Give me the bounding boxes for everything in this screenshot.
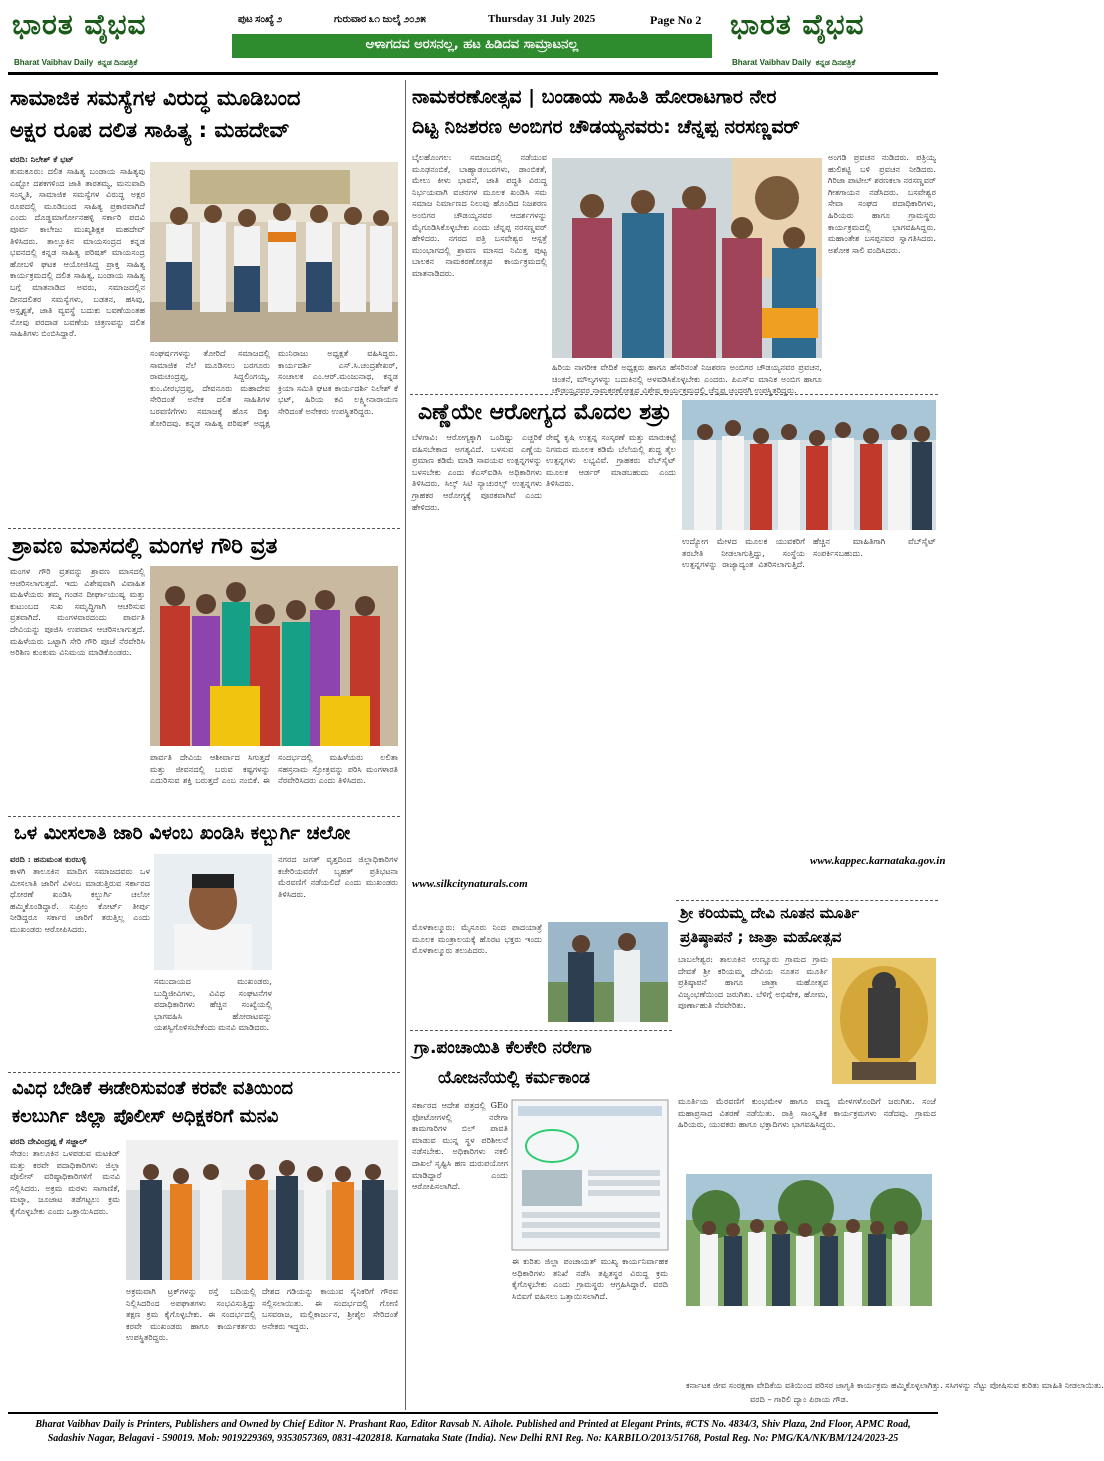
- headline: ಸಾಮಾಜಿಕ ಸಮಸ್ಯೆಗಳ ವಿರುದ್ಧ ಮೂಡಿಬಂದ: [10, 86, 301, 110]
- article-body-right: ಈ ಕುರಿತು ಜಿಲ್ಲಾ ಪಂಚಾಯತ್ ಮುಖ್ಯ ಕಾರ್ಯನಿರ್ವಾಹಕ ಅಧಿಕಾರಿಗಳು ತನಿಖೆ ನಡೆಸಿ ತಪ್ಪಿತಸ್ಥರ ವಿರುದ್ಧ ಕ್ರಮ ಕೈಗೊಳ್ಳಬೇಕು ಎಂದು ಗ್ರಾಮಸ್ಥರು ಆಗ್ರಹಿಸಿದ್ದಾರೆ. ವರದಿ ಸಿಬಿಐಗೆ ವಹಿಸಲು ಒತ್ತಾಯಿಸಲಾಗಿದೆ.: [512, 1256, 668, 1301]
- headline-line-2: ಅಕ್ಷರ ರೂಪ ದಲಿತ ಸಾಹಿತ್ಯ : ಮಹದೇವ್: [10, 118, 290, 142]
- goddess-idol-photo: [832, 958, 936, 1084]
- group-outdoor-photo: [686, 1174, 932, 1306]
- date-kannada: ಗುರುವಾರ ೩೧ ಜುಲೈ ೨೦೨೫: [334, 14, 426, 25]
- kariyamma-bottom-text: ಕರ್ನಾಟಕ ಜೀವ ಸಂರಕ್ಷಣಾ ವೇದಿಕೆಯ ವತಿಯಿಂದ ಪರಿಸರ ಜಾಗೃತಿ ಕಾರ್ಯಕ್ರಮ ಹಮ್ಮಿಕೊಳ್ಳಲಾಗಿತ್ತು. ಸಸಿಗಳನ್ನು ನೆಟ್ಟು ಪೋಷಿಸುವ ಕುರಿತು ಮಾಹಿತಿ ನೀಡಲಾಯಿತು.: [686, 1380, 1104, 1390]
- pilgrims-photo: [548, 922, 668, 1022]
- nrega-screenshot: [512, 1100, 668, 1250]
- page-number: Page No 2: [650, 13, 702, 27]
- headline-line-2: ಕಲಬುರ್ಗಿ ಜಿಲ್ಲಾ ಪೊಲೀಸ್ ಅಧಿಕ್ಷಕರಿಗೆ ಮನವಿ: [12, 1106, 279, 1127]
- logo-right: ಭಾರತ ವೈಭವ: [730, 8, 865, 41]
- team-photo-oil: [682, 400, 936, 530]
- byline: ವರದಿ : ಹನುಮಂತ ಕುರಬಳ್ಳಿ: [10, 854, 87, 864]
- headline: ವಿವಿಧ ಬೇಡಿಕೆ ಈಡೇರಿಸುವಂತೆ ಕರವೇ ವತಿಯಿಂದ: [12, 1078, 293, 1099]
- headline: ಎಣ್ಣೆಯೇ ಆರೋಗ್ಯದ ಮೊದಲ ಶತ್ರು: [418, 400, 671, 425]
- masthead: [0, 0, 945, 78]
- column-divider: [405, 80, 406, 1410]
- article-body-left: ಸೇಡಂ: ತಾಲೂಕಿನ ಒಳಪಡುವ ಮಟಕಿಡ್ ಮತ್ತು ಕರವೇ ಪದಾಧಿಕಾರಿಗಳು ಜಿಲ್ಲಾ ಪೊಲೀಸ್ ವರಿಷ್ಠಾಧಿಕಾರಿಗಳಿಗೆ ಮನವಿ ಸಲ್ಲಿಸಿದರು. ಅಕ್ರಮ ಮರಳು ಸಾಗಾಣಿಕೆ, ಮಟ್ಕಾ, ಜೂಜಾಟ ತಡೆಗಟ್ಟಲು ಕ್ರಮ ಕೈಗೊಳ್ಳಬೇಕು ಎಂದು ಒತ್ತಾಯಿಸಿದರು.: [10, 1148, 120, 1216]
- article-body-right: ಅಂಗಡಿ ಪ್ರವಚನ ನುಡಿದರು. ಪತ್ರಿಯ್ಯ ಹುಲಿಕಟ್ಟಿ ಬಳಿ ಪ್ರವಚನ ನೀಡಿದರು. ಗಿರಿಜಾ ಪಾಟೀಲ್ ಶರಣಕಲಾ ನರಸಣ್ಣವರ್ ಗೀತಗಾಯನ ನಡೆಸಿದರು. ಬಸವೇಶ್ವರ ಸೇವಾ ಸಂಘದ ಪದಾಧಿಕಾರಿಗಳು, ಹಿರಿಯರು ಹಾಗೂ ಗ್ರಾಮಸ್ಥರು ಕಾರ್ಯಕ್ರಮದಲ್ಲಿ ಭಾಗವಹಿಸಿದ್ದರು. ಮಹಾಂತೇಶ ಬಸಪ್ಪನವರ ಸ್ವಾಗತಿಸಿದರು. ಅಶೋಕ ಸಾಲಿ ವಂದಿಸಿದರು.: [828, 152, 936, 255]
- article-body-mid: ಹಿರಿಯ ನಾಗರೀಕ ವೇದಿಕೆ ಅಧ್ಯಕ್ಷರು ಹಾಗೂ ಹೆಸರಿನಂತೆ ನಿಜಶರಣ ಅಂಬಿಗರ ಚೌಡಯ್ಯನವರ ಪ್ರವಚನ, ಚಿಂತನೆ, ಮೌಲ್ಯಗಳನ್ನು ಬದುಕಿನಲ್ಲಿ ಅಳವಡಿಸಿಕೊಳ್ಳಬೇಕು ಎಂದರು. ಪಿಎಸ್ಐ ಮಾನಿಕ ಅಂಬಿಗ ಹಾಗೂ ಚೌಡಯ್ಯನವರ ನಾಮಕರಣೋತ್ಸವ ವಿಶೇಷ ಕಾರ್ಯಕ್ರಮದಲ್ಲಿ ಚೆನ್ನಪ್ಪ ಚಂದರಗಿ ಉಪಸ್ಥಿತರಿದ್ದರು.: [552, 362, 822, 396]
- byline: ವರದಿ: ನಿಲೇಶ್ ಕೆ ಭಟ್: [10, 154, 74, 164]
- article-dalit-literature: [8, 82, 400, 522]
- logo-right-sub: Bharat Vaibhav Daily ಕನ್ನಡ ದಿನಪತ್ರಿಕೆ: [732, 58, 856, 67]
- separator: [8, 816, 400, 817]
- article-karave-memorandum: [8, 1076, 400, 1406]
- logo-left: ಭಾರತ ವೈಭವ: [12, 8, 147, 41]
- website-link-silkcity[interactable]: www.silkcitynaturals.com: [412, 878, 528, 890]
- headline: ಶ್ರೀ ಕರಿಯಮ್ಮ ದೇವಿ ನೂತನ ಮೂರ್ತಿ: [680, 904, 860, 922]
- article-body-right: ಪಾರ್ವತಿ ದೇವಿಯ ಆಶೀರ್ವಾದ ಸಿಗುತ್ತದೆ ಮತ್ತು ಜೀವನದಲ್ಲಿ ಬರುವ ಕಷ್ಟಗಳನ್ನು ಎದುರಿಸುವ ಶಕ್ತಿ ಬರುತ್ತದೆ ಎಂಬ ನಂಬಿಕೆ. ಈ ಸಂದರ್ಭದಲ್ಲಿ ಮಹಿಳೆಯರು ಲಲಿತಾ ಸಹಸ್ರನಾಮ ಸ್ತೋತ್ರವನ್ನು ಪಠಿಸಿ ಮಂಗಳಾರತಿ ನೆರವೇರಿಸಿದರು ಎಂದು ತಿಳಿಸಿದರು.: [150, 752, 398, 786]
- article-body-left: ಬೆಳಗಾವಿ: ಆರೋಗ್ಯಕ್ಕಾಗಿ ಒಂದಿಷ್ಟು ಎಚ್ಚರಿಕೆ ವಹಿಸಬೇಕಾದ ಅಗತ್ಯವಿದೆ. ಬಳಸುವ ಎಣ್ಣೆಯ ಪ್ರಮಾಣ ಕಡಿಮೆ ಮಾಡಿ ಸಾವಯವ ಉತ್ಪನ್ನಗಳನ್ನು ಬಳಸಬೇಕು ಎಂದು ಕೆಎಸ್‌ಐಡಿಸಿ ಅಧಿಕಾರಿಗಳು ತಿಳಿಸಿದರು. ಸಿಲ್ಕ್ ಸಿಟಿ ನ್ಯಾಚುರಲ್ಸ್ ಉತ್ಪನ್ನಗಳು ಗ್ರಾಹಕರ ಆರೋಗ್ಯಕ್ಕೆ ಪೂರಕವಾಗಿವೆ ಎಂದು ಹೇಳಿದರು.: [412, 432, 542, 512]
- oil-article-continued: ಮೊಳಕಾಲ್ಮೂರು: ಮೈಸೂರು ನಿಂದ ಪಾದಯಾತ್ರೆ ಮೂಲಕ ಮಂತ್ರಾಲಯಕ್ಕೆ ಹೊರಟ ಭಕ್ತರು ಇಂದು ಮೊಳಕಾಲ್ಮೂರು ತಲುಪಿದರು.: [412, 922, 542, 956]
- report-credit: ವರದಿ – ಗಾರಿಲಿ ದ್ಯಾಂ ಪಿರಾಯ ಗೌಡ.: [750, 1394, 849, 1404]
- article-body-left: ತುಮಕೂರು: ದಲಿತ ಸಾಹಿತ್ಯ ಬಂಡಾಯ ಸಾಹಿತ್ಯವು ಎಷ್ಟೋ ದಶಕಗಳಿಂದ ಜಾತಿ ತಾರತಮ್ಯ, ಮನುವಾದಿ ಸಂಸ್ಕೃತಿ, ಸಾಮಾಜಿಕ ಸಮಸ್ಯೆಗಳ ವಿರುದ್ಧ ಅಕ್ಷರ ರೂಪದಲ್ಲಿ ಮೂಡಿಬಂದ ಸಾಹಿತ್ಯ ಪ್ರಕಾರವಾಗಿದೆ ಎಂದು ದೊಡ್ಡಮಾರ್ಗೋನಹಳ್ಳಿ ಸರ್ಕಾರಿ ಪದವಿ ಪೂರ್ವ ಕಾಲೇಜು ಮುಖ್ಯಶಿಕ್ಷಕ ಮಹದೇವ್ ತಿಳಿಸಿದರು. ತಾಲ್ಲೂಕಿನ ಮಾಯಸಂದ್ರದ ಕನ್ನಡ ಭವನದಲ್ಲಿ ಕನ್ನಡ ಸಾಹಿತ್ಯ ಪರಿಷತ್ ಮಾಯಸಂದ್ರ ಹೋಬಳಿ ಘಟಕ ಆಯೋಜಿಸಿದ್ದ ಪ್ರಾಕ್ತ ಸಾಹಿತ್ಯ ಕಾರ್ಯಕ್ರಮದಲ್ಲಿ ದಲಿತ ಸಾಹಿತ್ಯ, ಬಂಡಾಯ ಸಾಹಿತ್ಯ ಬಗ್ಗೆ ಮಾತನಾಡಿದ ಅವರು, ಸಮಾಜದಲ್ಲಿನ ದೀನದಲಿತರ ಸಮಸ್ಯೆಗಳು, ಬಡತನ, ಹಸಿವು, ಅಸ್ಪೃಶ್ಯತೆ, ಜಾತಿ ವ್ಯವಸ್ಥೆ ಬದುಕು ಬವಣೆಯಂತಹ ನೋವು ಪರದಾಡ ಬವಣೆಯ ಚಿತ್ರಣವನ್ನು ದಲಿತ ಸಾಹಿತಿಗಳು ಬಿಂಬಿಸಿದ್ದಾರೆ.: [10, 166, 145, 339]
- masthead-divider: [8, 72, 938, 75]
- separator: [8, 1072, 400, 1073]
- article-body-mid: ಸಂಘರ್ಷಗಳನ್ನು ತೋರಿದೆ ಸಮಾಜದಲ್ಲಿ ಸಾಮಾಜಿಕ ನೆಲೆ ಮೂಡಿಸಲು ಬರಗೂರು ರಾಮಚಂದ್ರಪ್ಪ, ಸಿದ್ದಲಿಂಗಯ್ಯ, ಕುಂ.ವೀರಭದ್ರಪ್ಪ, ದೇವನೂರು ಮಹಾದೇವ ಸೇರಿದಂತೆ ಅನೇಕ ದಲಿತ ಸಾಹಿತಿಗಳ ಬರವಣಿಗೆಗಳು ಸಮಾಜಕ್ಕೆ ಹೊಸ ದಿಕ್ಕು ತೋರಿದವು. ಕನ್ನಡ ಸಾಹಿತ್ಯ ಪರಿಷತ್ ಅಧ್ಯಕ್ಷ ಮುನಿರಾಜು ಅಧ್ಯಕ್ಷತೆ ವಹಿಸಿದ್ದರು. ಕಾರ್ಯದರ್ಶಿ ಎಸ್.ಸಿ.ಚಂದ್ರಶೇಖರ್, ಸಂಚಾಲಕ ಎಂ.ಆರ್.ಮಂಜುನಾಥ, ಕನ್ನಡ ಕ್ರಿಯಾ ಸಮಿತಿ ಘಟಕ ಕಾರ್ಯದರ್ಶಿ ನಿಲೇಶ್ ಕೆ ಭಟ್, ಹಿರಿಯ ಕವಿ ಲಕ್ಷ್ಮೀನಾರಾಯಣ ಸೇರಿದಂತೆ ಅನೇಕರು ಉಪಸ್ಥಿತರಿದ್ದರು.: [150, 348, 398, 428]
- logo-left-sub: Bharat Vaibhav Daily ಕನ್ನಡ ದಿನಪತ್ರಿಕೆ: [14, 58, 138, 67]
- headline: ಗ್ರಾ.ಪಂಚಾಯಿತಿ ಕೆಲಕೇರಿ ನರೇಗಾ: [414, 1038, 592, 1058]
- headline-line-2: ದಿಟ್ಟ ನಿಜಶರಣ ಅಂಬಿಗರ ಚೌಡಯ್ಯನವರು: ಚೆನ್ನಪ್ಪ ನರಸಣ್ಣವರ್: [412, 116, 800, 138]
- headline: ನಾಮಕರಣೋತ್ಸವ | ಬಂಡಾಯ ಸಾಹಿತಿ ಹೋರಾಟಗಾರ ನೇರ: [412, 86, 777, 108]
- imprint-line-2: Sadashiv Nagar, Belagavi - 590019. Mob: 9019229369, 9353057369, 0831-4202818. Karnataka State (India). New Delhi RNI Reg. No: KARBILO/2013/51768, Postal Reg. No: PMG/KA/NK/BM/124/2023-25: [47, 1433, 899, 1444]
- date-english: Thursday 31 July 2025: [488, 13, 596, 25]
- article-body-below: ಮೂರ್ತಿಯ ಮೆರವಣಿಗೆ ಕುಂಭಮೇಳ ಹಾಗೂ ವಾದ್ಯ ಮೇಳಗಳೊಂದಿಗೆ ಜರುಗಿತು. ಸಂಜೆ ಮಹಾಪ್ರಸಾದ ವಿತರಣೆ ನಡೆಯಿತು. ರಾತ್ರಿ ಸಾಂಸ್ಕೃತಿಕ ಕಾರ್ಯಕ್ರಮಗಳು ನಡೆದವು. ಗ್ರಾಮದ ಹಿರಿಯರು, ಯುವಕರು ಹಾಗೂ ಭಕ್ತಾದಿಗಳು ಭಾಗವಹಿಸಿದ್ದರು.: [678, 1096, 936, 1130]
- headline-line-2: ಯೋಜನೆಯಲ್ಲಿ ಕರ್ಮಕಾಂಡ: [438, 1068, 591, 1088]
- separator: [410, 1030, 672, 1031]
- tagline-bar: [232, 34, 712, 58]
- article-body-mid: ರೇಷ್ಮೆ ಕೃಷಿ ಉತ್ಪನ್ನ ಸಂಸ್ಕರಣೆ ಮತ್ತು ಮಾರುಕಟ್ಟೆ ನಿಗಮದ ಮೂಲಕ ಕಡಿಮೆ ಬೆಲೆಯಲ್ಲಿ ಶುದ್ಧ ತೈಲ ಉತ್ಪನ್ನಗಳು ಲಭ್ಯವಿವೆ. ಗ್ರಾಹಕರು ವೆಬ್‌ಸೈಟ್ ಮೂಲಕ ಆರ್ಡರ್ ಮಾಡಬಹುದು ಎಂದು ತಿಳಿಸಿದರು.: [546, 432, 676, 489]
- article-body-right: ಉದ್ಯೋಗ ಮೇಳದ ಮೂಲಕ ಯುವಕರಿಗೆ ತರಬೇತಿ ನೀಡಲಾಗುತ್ತಿದ್ದು, ಸಂಸ್ಥೆಯ ಉತ್ಪನ್ನಗಳನ್ನು ರಾಜ್ಯಾದ್ಯಂತ ವಿತರಿಸಲಾಗುತ್ತಿದೆ. ಹೆಚ್ಚಿನ ಮಾಹಿತಿಗಾಗಿ ವೆಬ್‌ಸೈಟ್ ಸಂಪರ್ಕಿಸಬಹುದು.: [682, 536, 936, 570]
- group-photo-dalit-literature: [150, 162, 398, 342]
- separator: [410, 394, 938, 395]
- separator: [8, 528, 400, 529]
- headline: ಒಳ ಮೀಸಲಾತಿ ಜಾರಿ ವಿಳಂಬ ಖಂಡಿಸಿ ಕಲ್ಬುರ್ಗಿ ಚಲೋ: [14, 822, 351, 844]
- women-group-photo: [150, 566, 398, 746]
- article-body-right: ದೇಶದ ಗಡಿಯನ್ನು ಕಾಯುವ ಸೈನಿಕರಿಗೆ ಗೌರವ ಸಲ್ಲಿಸಲಾಯಿತು. ಈ ಸಂದರ್ಭದಲ್ಲಿ ಗೋಣಿ ಬಸವರಾಜ, ಮಲ್ಲಿಕಾರ್ಜುನ, ಶ್ರೀಶೈಲ ಸೇರಿದಂತೆ ಅನೇಕರು ಇದ್ದರು.: [262, 1286, 398, 1331]
- article-body-left: ಮಂಗಳ ಗೌರಿ ವ್ರತವನ್ನು ಶ್ರಾವಣ ಮಾಸದಲ್ಲಿ ಆಚರಿಸಲಾಗುತ್ತದೆ. ಇದು ವಿಶೇಷವಾಗಿ ವಿವಾಹಿತ ಮಹಿಳೆಯರು ತಮ್ಮ ಗಂಡನ ದೀರ್ಘಾಯುಷ್ಯ ಮತ್ತು ಕುಟುಂಬದ ಸುಖ ಸಮೃದ್ಧಿಗಾಗಿ ಆಚರಿಸುವ ವ್ರತವಾಗಿದೆ. ಮಂಗಳವಾರದಂದು ಪಾರ್ವತಿ ದೇವಿಯನ್ನು ಪೂಜಿಸಿ ಉಪವಾಸ ಆಚರಿಸಲಾಗುತ್ತದೆ. ಮಹಿಳೆಯರು ಒಟ್ಟಾಗಿ ಸೇರಿ ಗೌರಿ ಪೂಜೆ ನೆರವೇರಿಸಿ ಅರಿಶಿಣ ಕುಂಕುಮ ವಿನಿಮಯ ಮಾಡಿಕೊಂಡರು.: [10, 566, 145, 658]
- portrait-photo: [154, 854, 272, 970]
- imprint-line-1: Bharat Vaibhav Daily is Printers, Publishers and Owned by Chief Editor N. Prashant Rao, Editor Ravsab N. Aihole. Published and Printed at Elegant Prints, #CTS No. 4834/3, Shiv Plaza, 2nd Floor, APMC Road,: [35, 1419, 911, 1430]
- article-body-left: ಕಾಳಗಿ ತಾಲೂಕಿನ ಮಾದಿಗ ಸಮಾಜದವರು ಒಳ ಮೀಸಲಾತಿ ಜಾರಿಗೆ ವಿಳಂಬ ಮಾಡುತ್ತಿರುವ ಸರ್ಕಾರದ ಧೋರಣೆ ಖಂಡಿಸಿ ಕಲ್ಬುರ್ಗಿ ಚಲೋ ಹಮ್ಮಿಕೊಂಡಿದ್ದಾರೆ. ಸುಪ್ರೀಂ ಕೋರ್ಟ್ ತೀರ್ಪು ನೀಡಿದ್ದರೂ ಸರ್ಕಾರ ಜಾರಿಗೆ ತರುತ್ತಿಲ್ಲ ಎಂದು ಮುಖಂಡರು ಆರೋಪಿಸಿದರು.: [10, 866, 150, 934]
- memorandum-photo: [126, 1140, 398, 1280]
- article-body-left: ಸರ್ಕಾರದ ಆದೇಶ ಪತ್ರದಲ್ಲಿ GEo ಫೋಟೋಗಳಲ್ಲಿ ನರೇಗಾ ಕಾಮಗಾರಿಗಳ ಬಿಲ್ ಪಾವತಿ ಮಾಡುವ ಮುನ್ನ ಸ್ಥಳ ಪರಿಶೀಲನೆ ನಡೆಸಬೇಕು. ಅಧಿಕಾರಿಗಳು ನಕಲಿ ದಾಖಲೆ ಸೃಷ್ಟಿಸಿ ಹಣ ದುರುಪಯೋಗ ಮಾಡಿದ್ದಾರೆ ಎಂದು ಆರೋಪಿಸಲಾಗಿದೆ.: [412, 1100, 508, 1192]
- website-link-kappec[interactable]: www.kappec.karnataka.gov.in: [810, 855, 946, 867]
- article-kariyamma-temple: [676, 902, 1104, 1406]
- naming-ceremony-photo: [552, 158, 822, 358]
- issue-number: ಪುಟ ಸಂಖ್ಯೆ ೨: [238, 14, 283, 25]
- article-body-mid: ಅಕ್ರಮವಾಗಿ ಟ್ರಕ್‌ಗಳನ್ನು ರಸ್ತೆ ಬದಿಯಲ್ಲಿ ನಿಲ್ಲಿಸಿದರಿಂದ ಅಪಘಾತಗಳು ಸಂಭವಿಸುತ್ತಿದ್ದು ತಕ್ಷಣ ಕ್ರಮ ಕೈಗೊಳ್ಳಬೇಕು. ಈ ಸಂದರ್ಭದಲ್ಲಿ ಕರವೇ ಮುಖಂಡರು ಹಾಗೂ ಕಾರ್ಯಕರ್ತರು ಉಪಸ್ಥಿತರಿದ್ದರು.: [126, 1286, 256, 1343]
- separator: [676, 900, 938, 901]
- headline-line-2: ಪ್ರತಿಷ್ಠಾಪನೆ ; ಜಾತ್ರಾ ಮಹೋತ್ಸವ: [680, 928, 842, 946]
- article-body-right: ನಗರದ ಜಗತ್ ವೃತ್ತದಿಂದ ಜಿಲ್ಲಾಧಿಕಾರಿಗಳ ಕಚೇರಿಯವರೆಗೆ ಬೃಹತ್ ಪ್ರತಿಭಟನಾ ಮೆರವಣಿಗೆ ನಡೆಯಲಿದೆ ಎಂದು ಮುಖಂಡರು ತಿಳಿಸಿದರು.: [278, 854, 398, 899]
- byline: ವರದಿ ದೇವಿಂದ್ರಪ್ಪ ಕೆ ಸಜ್ಜಾಲ್: [10, 1136, 88, 1146]
- article-mangala-gauri: [8, 532, 400, 814]
- article-naming-ceremony: [410, 82, 938, 396]
- article-nrega-scam: [410, 1034, 672, 1406]
- article-body-left: ಬಾಬಲೇಶ್ವರ: ತಾಲೂಕಿನ ಉಣ್ಣೂರು ಗ್ರಾಮದ ಗ್ರಾಮ ದೇವತೆ ಶ್ರೀ ಕರಿಯಮ್ಮ ದೇವಿಯ ನೂತನ ಮೂರ್ತಿ ಪ್ರತಿಷ್ಠಾಪನೆ ಹಾಗೂ ಜಾತ್ರಾ ಮಹೋತ್ಸವ ವಿಜೃಂಭಣೆಯಿಂದ ಜರುಗಿತು. ಬೆಳಿಗ್ಗೆ ಅಭಿಷೇಕ, ಹೋಮ, ಪೂರ್ಣಾಹುತಿ ನೆರವೇರಿತು.: [678, 954, 828, 1011]
- article-oil-health: [410, 398, 946, 898]
- article-body-mid: ಸಮುದಾಯದ ಮುಖಂಡರು, ಬುದ್ಧಿಜೀವಿಗಳು, ವಿವಿಧ ಸಂಘಟನೆಗಳ ಪದಾಧಿಕಾರಿಗಳು ಹೆಚ್ಚಿನ ಸಂಖ್ಯೆಯಲ್ಲಿ ಭಾಗವಹಿಸಿ ಹೋರಾಟವನ್ನು ಯಶಸ್ವಿಗೊಳಿಸಬೇಕೆಂದು ಮನವಿ ಮಾಡಿದರು.: [154, 976, 272, 1033]
- article-body-left: ಬೈಲಹೊಂಗಲ: ಸಮಾಜದಲ್ಲಿ ನಡೆಯುವ ಮೂಢನಂಬಿಕೆ, ಬಾಹ್ಯಾಡಂಬರಗಳು, ಡಾಂಬಿಕತೆ, ಮೇಲು ಕೀಳು ಭಾವನೆ, ಜಾತಿ ಪದ್ಧತಿ ವಿರುದ್ಧ ನಿರ್ಭಯವಾಗಿ ವಚನಗಳ ಮೂಲಕ ಖಂಡಿಸಿ ಸಮ ಸಮಾಜ ನಿರ್ಮಾಣದ ನಿಲುವು ಹೊಂದಿದ ನಿಜಶರಣ ಅಂಬಿಗರ ಚೌಡಯ್ಯನವರ ಆದರ್ಶಗಳನ್ನು ಮೈಗೂಡಿಸಿಕೊಳ್ಳಬೇಕು ಎಂದು ಚೆನ್ನಪ್ಪ ನರಸಣ್ಣವರ್ ಹೇಳಿದರು. ನಗರದ ಪತ್ರಿ ಬಸವೇಶ್ವರ ಆಸ್ಪತ್ರೆ ಮುಂಭಾಗದಲ್ಲಿ ಶ್ರಾವಣ ಮಾಸದ ನಿಮಿತ್ತ ಪುಟ್ಟ ಬಾಲಕನ ನಾಮಕರಣೋತ್ಸವ ಕಾರ್ಯಕ್ರಮದಲ್ಲಿ ಮಾತನಾಡಿದರು.: [412, 152, 547, 278]
- tagline: ಆಳಾಗದವ ಅರಸನಲ್ಲ, ಹಟ ಹಿಡಿದವ ಸಾಮ್ರಾಟನಲ್ಲ: [365, 37, 579, 52]
- headline: ಶ್ರಾವಣ ಮಾಸದಲ್ಲಿ ಮಂಗಳ ಗೌರಿ ವ್ರತ: [12, 534, 278, 559]
- footer-divider: [8, 1412, 938, 1414]
- article-internal-reservation: [8, 820, 400, 1070]
